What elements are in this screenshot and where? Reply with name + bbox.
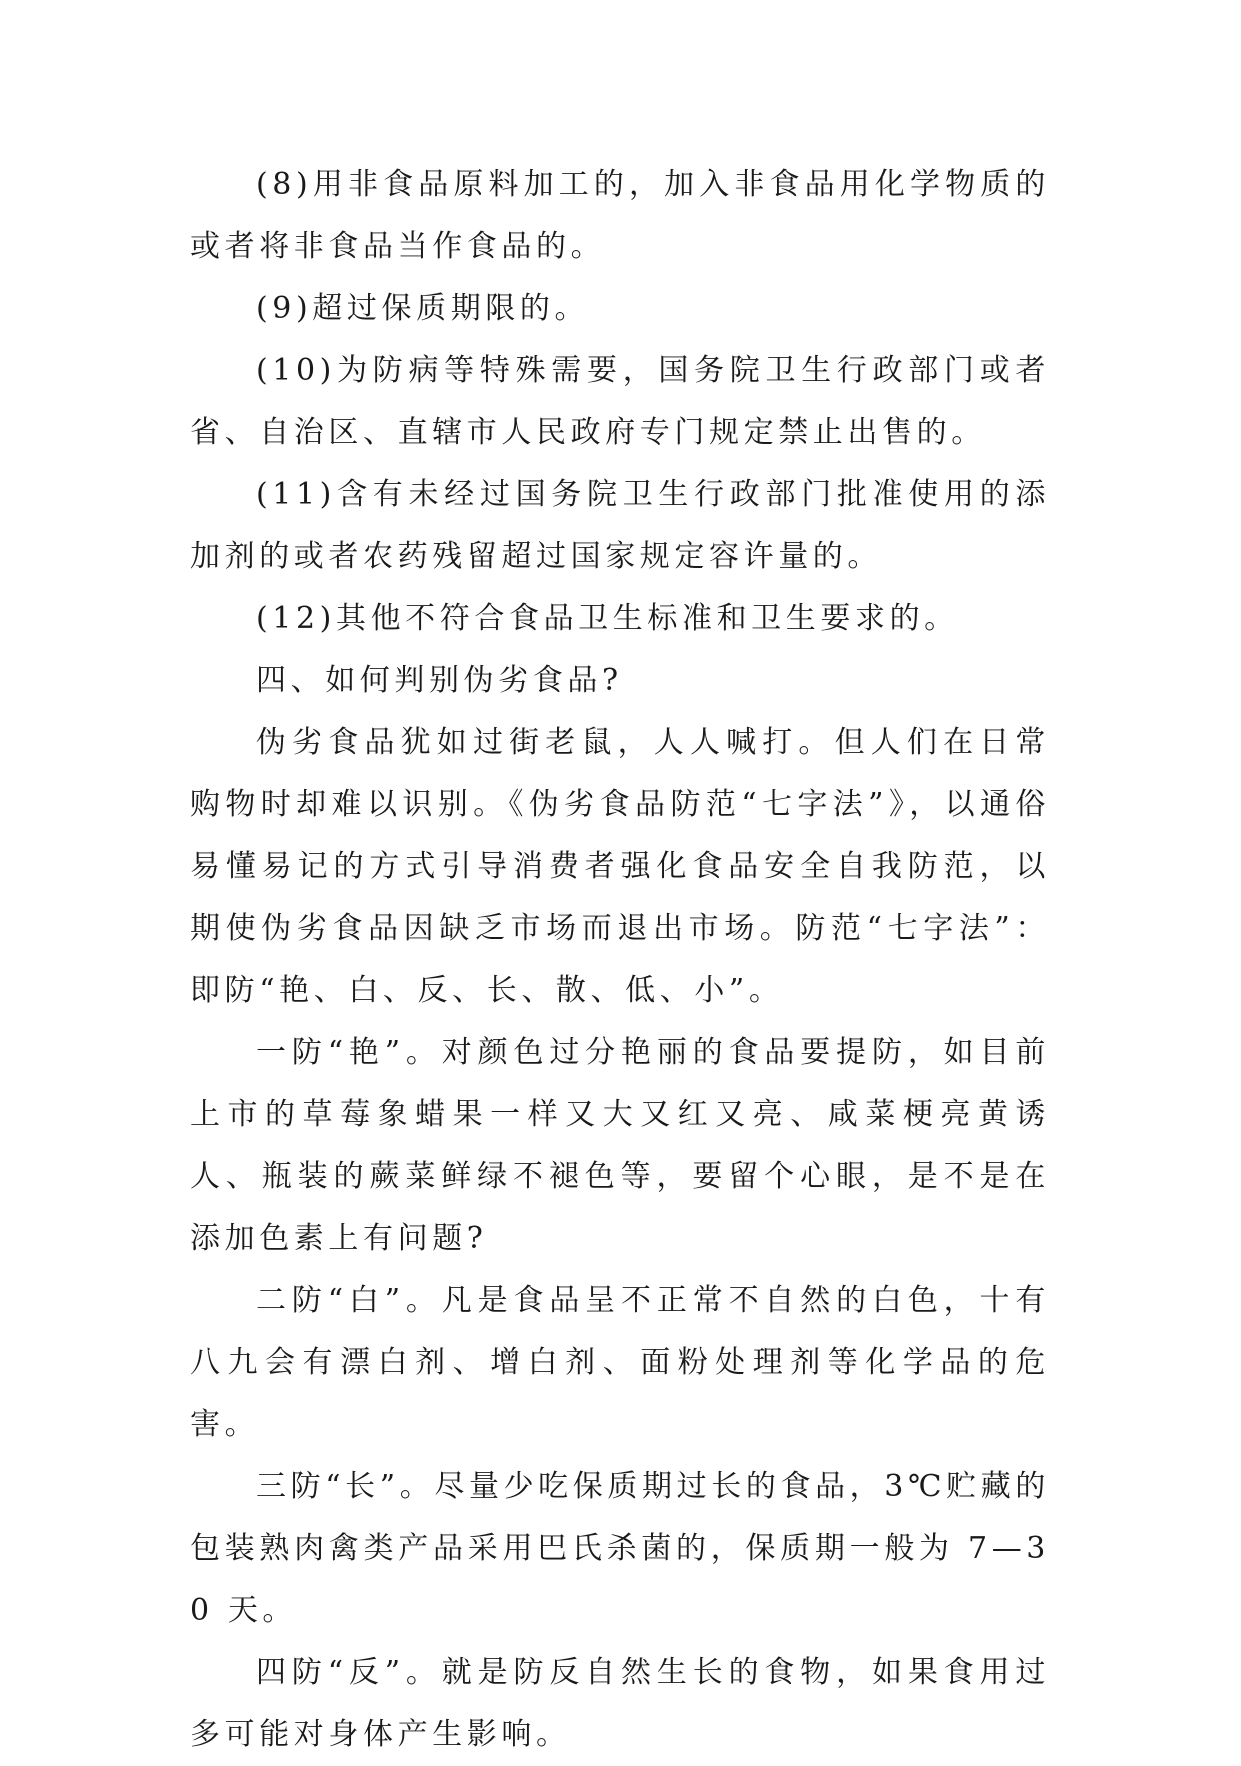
paragraph-rule-4: 四防“反”。就是防反自然生长的食物，如果食用过多可能对身体产生影响。 <box>190 1655 1050 1752</box>
paragraph-intro: 伪劣食品犹如过街老鼠，人人喊打。但人们在日常购物时却难以识别。《伪劣食品防范“七字法”》，以通俗易懂易记的方式引导消费者强化食品安全自我防范，以期使伪劣食品因缺乏市场而退出市场。防范“七字法”：即防“艳、白、反、长、散、低、小”。 <box>190 725 1050 1008</box>
section-heading: 四、如何判别伪劣食品? <box>256 663 623 698</box>
document-body <box>190 154 1050 1766</box>
paragraph-item-8: (8)用非食品原料加工的，加入非食品用化学物质的或者将非食品当作食品的。 <box>190 167 1050 264</box>
paragraph-item-9: (9)超过保质期限的。 <box>256 291 590 326</box>
paragraph-item-12: (12)其他不符合食品卫生标准和卫生要求的。 <box>256 601 959 636</box>
paragraph-item-11: (11)含有未经过国务院卫生行政部门批准使用的添加剂的或者农药残留超过国家规定容许量的。 <box>190 477 1050 574</box>
paragraph-rule-1: 一防“艳”。对颜色过分艳丽的食品要提防，如目前上市的草莓象蜡果一样又大又红又亮、咸菜梗亮黄诱人、瓶装的蕨菜鲜绿不褪色等，要留个心眼，是不是在添加色素上有问题? <box>190 1035 1050 1256</box>
paragraph-item-10: (10)为防病等特殊需要，国务院卫生行政部门或者省、自治区、直辖市人民政府专门规定禁止出售的。 <box>190 353 1050 450</box>
paragraph-rule-2: 二防“白”。凡是食品呈不正常不自然的白色，十有八九会有漂白剂、增白剂、面粉处理剂等化学品的危害。 <box>190 1283 1050 1442</box>
paragraph-rule-3: 三防“长”。尽量少吃保质期过长的食品，3℃贮藏的包装熟肉禽类产品采用巴氏杀菌的，保质期一般为 7—30 天。 <box>190 1469 1050 1628</box>
